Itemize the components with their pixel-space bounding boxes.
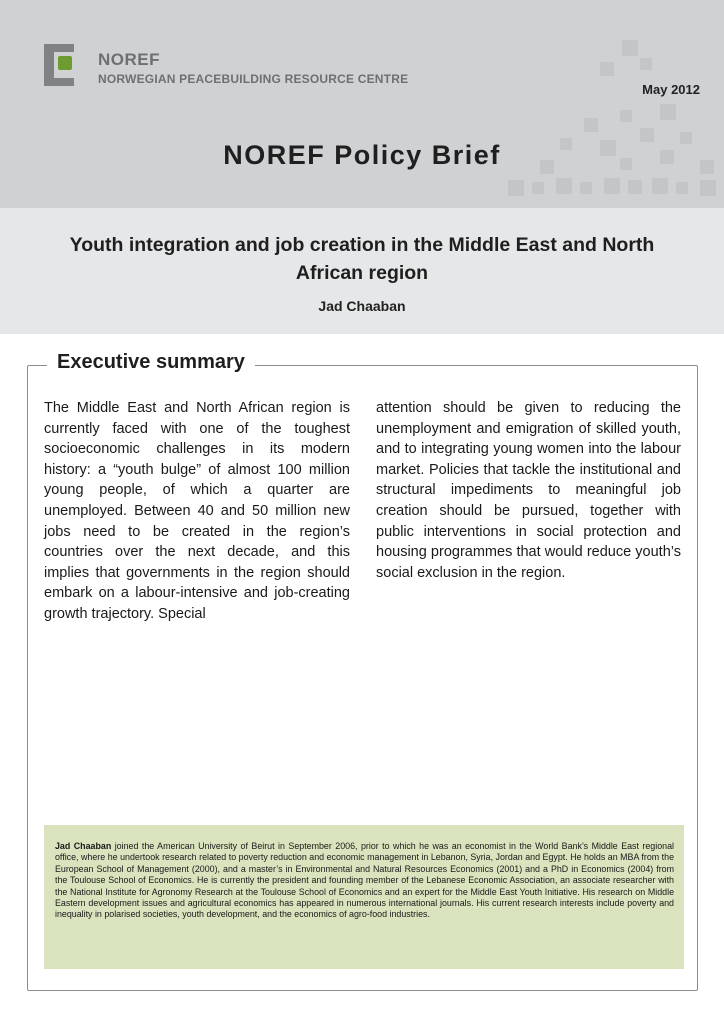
author-bio-box <box>44 825 684 969</box>
publication-date: May 2012 <box>642 82 700 97</box>
summary-column-right: attention should be given to reducing the unemployment and emigration of skilled youth, and to integrating young women into the labour market. Policies that tackle the institutional and structural impediments to meaningful job creation should be pursued, together with public interventions in social protection and housing programmes that would reduce youth’s social exclusion in the region. <box>376 400 681 581</box>
noref-logo-icon <box>44 44 90 86</box>
document-title: Youth integration and job creation in the Middle East and North African region <box>69 234 655 284</box>
executive-summary-heading: Executive summary <box>47 351 255 374</box>
bio-author-name: Jad Chaaban <box>55 841 112 851</box>
logo-subtitle: NORWEGIAN PEACEBUILDING RESOURCE CENTRE <box>98 72 409 86</box>
title-band <box>0 208 724 334</box>
summary-column-left: The Middle East and North African region is currently faced with one of the toughest socioeconomic challenges in its modern history: a “youth bulge” of almost 100 million young people, of which a quarter are unemployed. Between 40 and 50 million new jobs need to be created in the region’s countries over the next decade, and this implies that governments in the region should embark on a labour-intensive and job-creating growth trajectory. Special <box>44 400 350 622</box>
header-band <box>0 0 724 208</box>
bio-text: joined the American University of Beirut in September 2006, prior to which he was an economist in the World Bank’s Middle East regional office, where he undertook research related to poverty reduction and economic management in Lebanon, Syria, Jordan and Egypt. He holds an MBA from the European School of Management (2000), and a master’s in Environmental and Natural Resources Economics (2001) and a PhD in Economics (2004) from the Toulouse School of Economics. He is currently the president and founding member of the Lebanese Economic Association, an associate researcher with the National Institute for Agronomy Research at the Toulouse School of Economics and an expert for the Middle East Youth Initiative. His research on Middle Eastern development issues and agricultural economics has appeared in numerous international journals. His current research interests include poverty and inequality in polarised societies, youth development, and the economics of agro-food industries. <box>55 841 674 920</box>
series-title: NOREF Policy Brief <box>223 140 501 170</box>
document-author: Jad Chaaban <box>318 298 406 314</box>
logo-name: NOREF <box>98 50 160 69</box>
